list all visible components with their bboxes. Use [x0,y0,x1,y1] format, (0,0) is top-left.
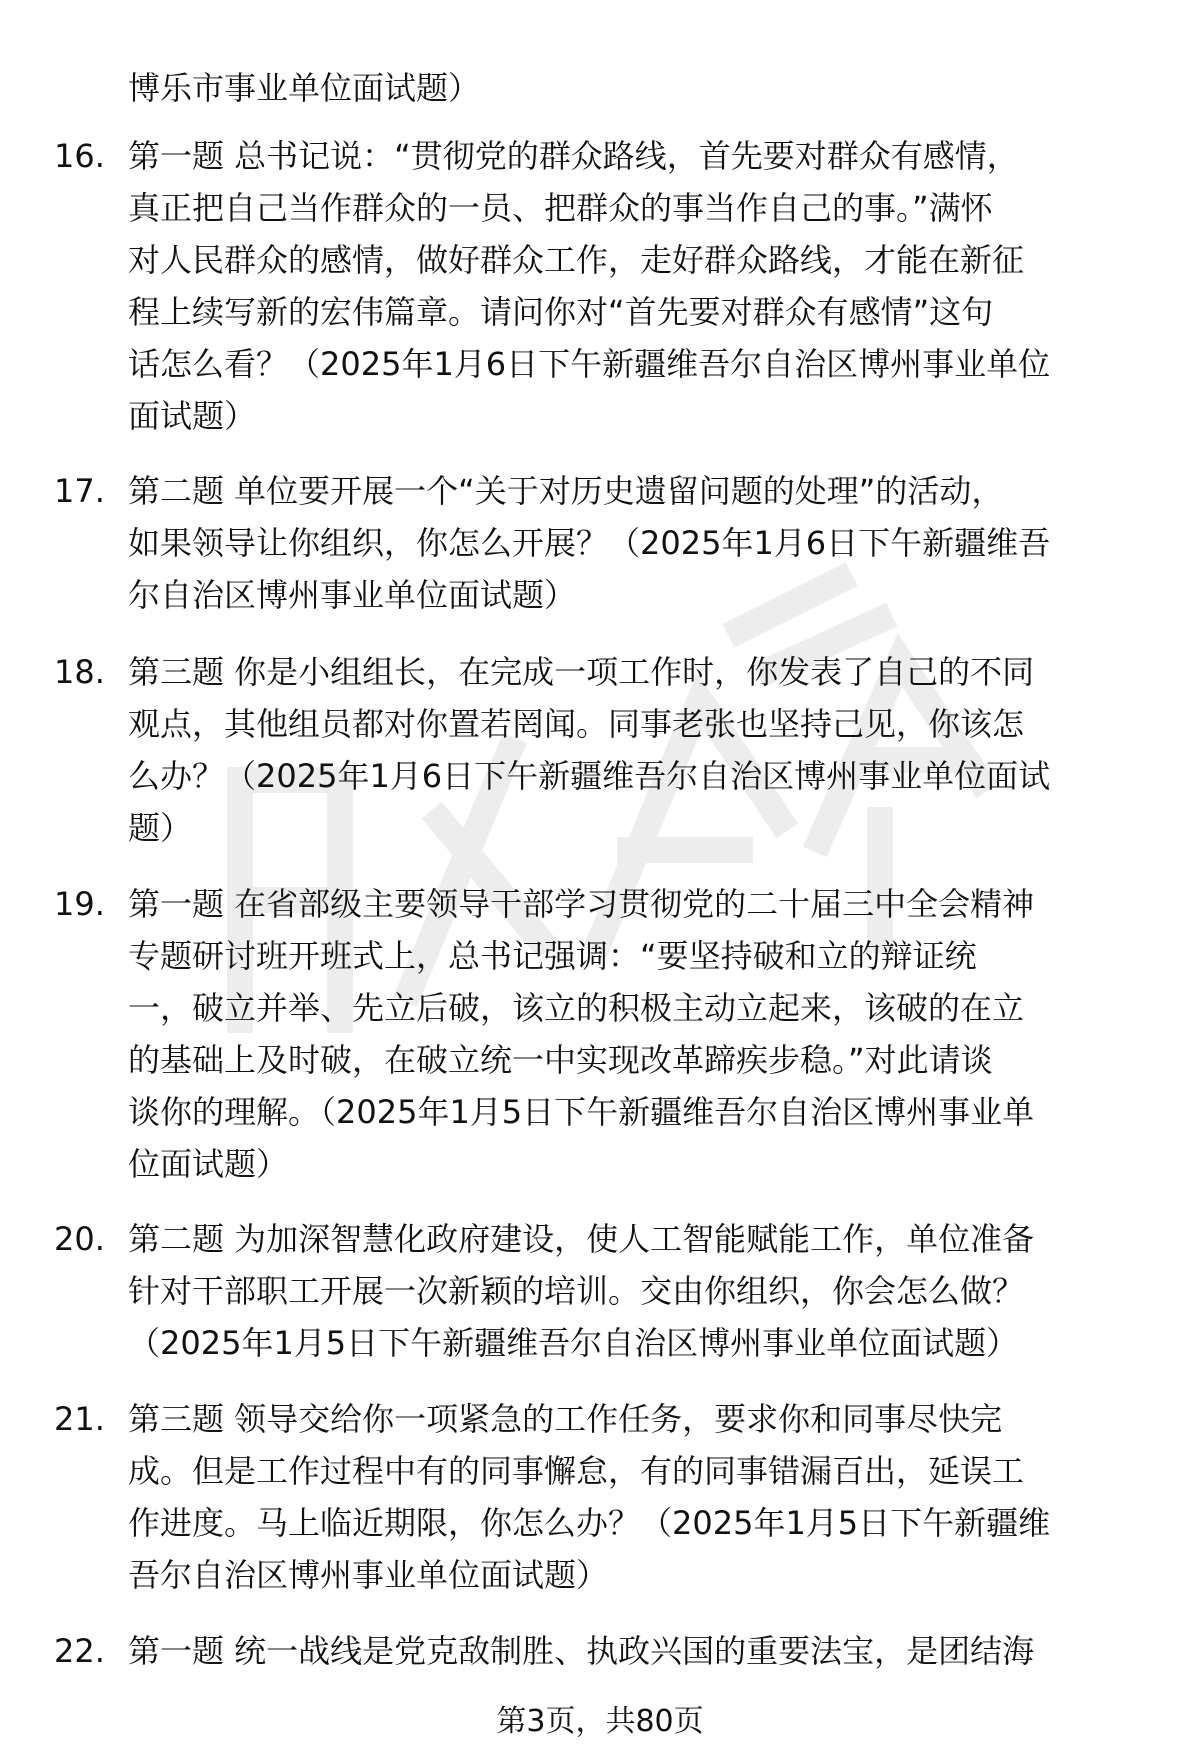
question-line: 第三题 你是小组组长，在完成一项工作时，你发表了自己的不同 [128,653,1035,691]
continuation-line: 博乐市事业单位面试题） [128,69,481,107]
question-number: 22. [54,1632,105,1670]
question-line: 对人民群众的感情，做好群众工作，走好群众路线，才能在新征 [128,241,1025,279]
question-text [128,130,1158,442]
question-line: 第二题 单位要开展一个“关于对历史遗留问题的处理”的活动， [128,472,1004,510]
question-text [128,1625,1158,1677]
question-text [128,646,1158,854]
question-line: 尔自治区博州事业单位面试题） [128,576,577,614]
question-line: 第三题 领导交给你一项紧急的工作任务，要求你和同事尽快完 [128,1400,1003,1438]
question-line: 题） [128,809,193,847]
page-footer: 第3页，共80页 [496,1704,704,1739]
question-text [128,465,1158,621]
question-line: 话怎么看？（2025年1月6日下午新疆维吾尔自治区博州事业单位 [128,345,1051,383]
question-line: 位面试题） [128,1145,289,1183]
question-line: （2025年1月5日下午新疆维吾尔自治区博州事业单位面试题） [128,1324,1019,1362]
question-line: 吾尔自治区博州事业单位面试题） [128,1556,609,1594]
question-number: 20. [54,1220,105,1258]
question-line: 第一题 总书记说：“贯彻党的群众路线，首先要对群众有感情， [128,137,1019,175]
question-line: 的基础上及时破，在破立统一中实现改革蹄疾步稳。”对此请谈 [128,1041,993,1079]
question-line: 一，破立并举、先立后破，该立的积极主动立起来，该破的在立 [128,989,1025,1027]
question-line: 真正把自己当作群众的一员、把群众的事当作自己的事。”满怀 [128,189,993,227]
question-line: 如果领导让你组织，你怎么开展？（2025年1月6日下午新疆维吾 [128,524,1051,562]
question-number: 17. [54,472,105,510]
question-line: 谈你的理解。（2025年1月5日下午新疆维吾尔自治区博州事业单 [128,1093,1035,1131]
question-line: 作进度。马上临近期限，你怎么办？（2025年1月5日下午新疆维 [128,1504,1051,1542]
question-line: 面试题） [128,397,257,435]
question-line: 针对干部职工开展一次新颖的培训。交由你组织，你会怎么做？ [128,1272,1025,1310]
question-number: 16. [54,137,105,175]
question-number: 19. [54,885,105,923]
question-line: 专题研讨班开班式上，总书记强调：“要坚持破和立的辩证统 [128,937,977,975]
question-text [128,878,1158,1190]
question-number: 21. [54,1400,105,1438]
question-line: 么办？（2025年1月6日下午新疆维吾尔自治区博州事业单位面试 [128,757,1051,795]
question-line: 成。但是工作过程中有的同事懈怠，有的同事错漏百出，延误工 [128,1452,1025,1490]
question-line: 程上续写新的宏伟篇章。请问你对“首先要对群众有感情”这句 [128,293,994,331]
question-text [128,1213,1158,1369]
question-line: 第一题 统一战线是党克敌制胜、执政兴国的重要法宝，是团结海 [128,1632,1035,1670]
question-line: 观点，其他组员都对你置若罔闻。同事老张也坚持己见，你该怎 [128,705,1025,743]
question-line: 第一题 在省部级主要领导干部学习贯彻党的二十届三中全会精神 [128,885,1035,923]
question-text [128,1393,1158,1601]
question-number: 18. [54,653,105,691]
question-line: 第二题 为加深智慧化政府建设，使人工智能赋能工作，单位准备 [128,1220,1035,1258]
